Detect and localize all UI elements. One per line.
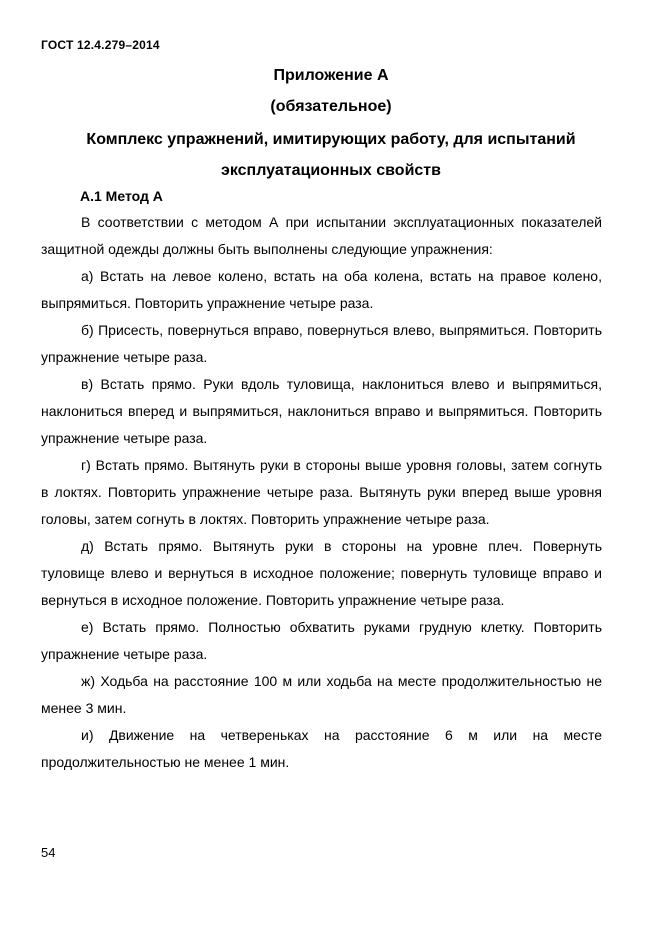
section-heading: А.1 Метод А: [80, 188, 163, 204]
page-number: 54: [41, 845, 56, 860]
exercise-v-paragraph: в) Встать прямо. Руки вдоль туловища, наклониться влево и выпрямиться, наклониться вперед и выпрямиться, наклониться вправо и выпрямиться. Повторить упражнение четыре раза.: [41, 376, 602, 446]
exercise-e-paragraph: е) Встать прямо. Полностью обхватить руками грудную клетку. Повторить упражнение четыре раза.: [41, 619, 602, 662]
exercise-zh-paragraph: ж) Ходьба на расстояние 100 м или ходьба на месте продолжительностью не менее 3 мин.: [41, 673, 602, 716]
exercise-a-paragraph: а) Встать на левое колено, встать на оба колена, встать на правое колено, выпрямиться. Повторить упражнение четыре раза.: [41, 268, 602, 311]
intro-paragraph: В соответствии с методом А при испытании эксплуатационных показателей защитной одежды должны быть выполнены следующие упражнения:: [41, 214, 602, 257]
exercise-b-paragraph: б) Присесть, повернуться вправо, повернуться влево, выпрямиться. Повторить упражнение четыре раза.: [41, 322, 602, 365]
body-text: [41, 209, 602, 776]
exercise-g-paragraph: г) Встать прямо. Вытянуть руки в стороны выше уровня головы, затем согнуть в локтях. Повторить упражнение четыре раза. Вытянуть руки вперед выше уровня головы, затем согнуть в локтях. Повторить упражнение четыре раза.: [41, 457, 602, 527]
appendix-label: Приложение А: [273, 67, 389, 84]
document-code: ГОСТ 12.4.279–2014: [41, 38, 160, 52]
exercise-i-paragraph: и) Движение на четвереньках на расстояние 6 м или на месте продолжительностью не менее 1 мин.: [41, 727, 602, 770]
appendix-status: (обязательное): [270, 98, 392, 115]
exercise-d-paragraph: д) Встать прямо. Вытянуть руки в стороны на уровне плеч. Повернуть туловище влево и вернуться в исходное положение; повернуть туловище вправо и вернуться в исходное положение. Повторить упражнение четыре раза.: [41, 538, 602, 608]
appendix-main-title: Комплекс упражнений, имитирующих работу, для испытаний эксплуатационных свойств: [86, 131, 576, 179]
appendix-title-block: [40, 60, 622, 186]
